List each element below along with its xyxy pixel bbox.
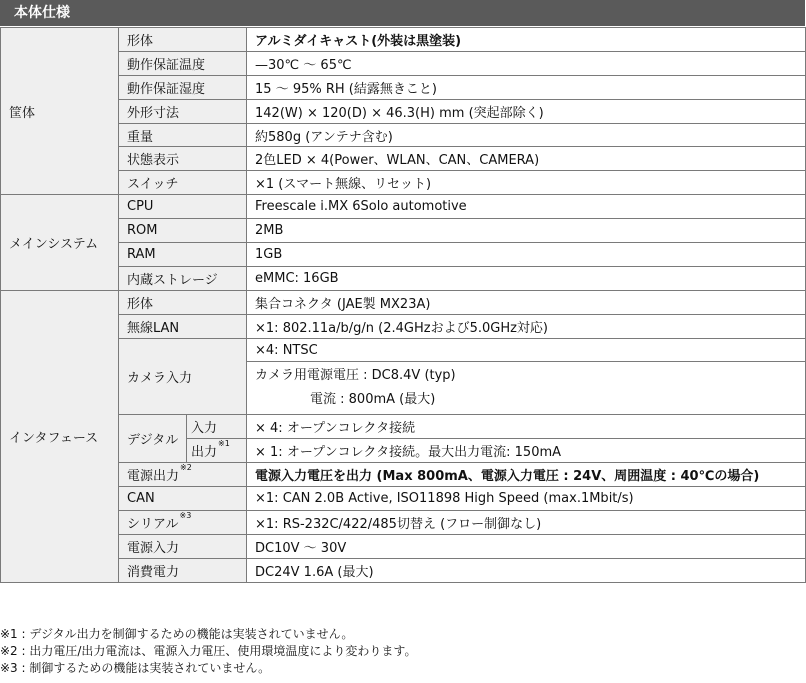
table-row xyxy=(1,28,806,52)
table-row xyxy=(1,463,806,487)
table-row xyxy=(1,487,806,511)
row-label: CPU xyxy=(119,195,247,219)
row-label: ROM xyxy=(119,219,247,243)
footnote-1: ※1 : デジタル出力を制御するための機能は実装されていません。 xyxy=(0,627,354,641)
footnote-marker: ※3 xyxy=(179,510,192,520)
row-value: 15 ～ 95% RH (結露無きこと) xyxy=(247,75,806,99)
row-label: カメラ入力 xyxy=(119,338,247,415)
row-value: アルミダイキャスト(外装は黒塗装) xyxy=(247,28,806,52)
footnote-2: ※2 : 出力電圧/出力電流は、電源入力電圧、使用環境温度により変わります。 xyxy=(0,644,417,658)
row-label: デジタル xyxy=(119,415,187,463)
row-label: スイッチ xyxy=(119,171,247,195)
row-value: ×1 (スマート無線、リセット) xyxy=(247,171,806,195)
row-value: Freescale i.MX 6Solo automotive xyxy=(247,195,806,219)
footnotes xyxy=(0,626,416,677)
row-value: DC24V 1.6A (最大) xyxy=(247,558,806,582)
row-value: 2MB xyxy=(247,219,806,243)
row-value: 142(W) × 120(D) × 46.3(H) mm (突起部除く) xyxy=(247,99,806,123)
table-row xyxy=(1,338,806,362)
group-main-system: メインシステム xyxy=(1,195,119,291)
row-label-text: シリアル xyxy=(127,516,179,532)
row-value: ×1: CAN 2.0B Active, ISO11898 High Speed (max.1Mbit/s) xyxy=(247,487,806,511)
group-housing: 筐体 xyxy=(1,28,119,195)
table-row xyxy=(1,534,806,558)
sub-label: 入力 xyxy=(187,415,247,439)
row-value: eMMC: 16GB xyxy=(247,266,806,290)
row-label: 消費電力 xyxy=(119,558,247,582)
table-row xyxy=(1,266,806,290)
row-label xyxy=(119,463,247,487)
row-value: 1GB xyxy=(247,243,806,267)
sub-label xyxy=(187,439,247,463)
table-row xyxy=(1,314,806,338)
table-row xyxy=(1,99,806,123)
row-label-text: 電源出力 xyxy=(127,469,180,485)
row-value-multiline xyxy=(247,362,806,415)
table-row xyxy=(1,558,806,582)
spec-table xyxy=(0,27,806,583)
row-label: 形体 xyxy=(119,290,247,314)
row-value: ×1: RS-232C/422/485切替え (フロー制御なし) xyxy=(247,511,806,535)
table-row xyxy=(1,51,806,75)
table-row xyxy=(1,123,806,147)
row-label xyxy=(119,511,247,535)
row-label: RAM xyxy=(119,243,247,267)
row-value: × 1: オープンコレクタ接続。最大出力電流: 150mA xyxy=(247,439,806,463)
row-label: 外形寸法 xyxy=(119,99,247,123)
row-value: ×1: 802.11a/b/g/n (2.4GHzおよび5.0GHz対応) xyxy=(247,314,806,338)
row-value: ×4: NTSC xyxy=(247,338,806,362)
row-value: × 4: オープンコレクタ接続 xyxy=(247,415,806,439)
table-row xyxy=(1,243,806,267)
row-value: DC10V ～ 30V xyxy=(247,534,806,558)
table-row xyxy=(1,75,806,99)
group-interface: インタフェース xyxy=(1,290,119,582)
section-title: 本体仕様 xyxy=(0,0,805,26)
table-row xyxy=(1,415,806,439)
row-label: 動作保証温度 xyxy=(119,51,247,75)
row-label: 無線LAN xyxy=(119,314,247,338)
row-label: 動作保証湿度 xyxy=(119,75,247,99)
row-label: 重量 xyxy=(119,123,247,147)
row-value: 電源入力電圧を出力 (Max 800mA、電源入力電圧 : 24V、周囲温度 : 40℃の場合) xyxy=(247,463,806,487)
row-label: 電源入力 xyxy=(119,534,247,558)
footnote-3: ※3 : 制御するための機能は実装されていません。 xyxy=(0,661,271,675)
table-row xyxy=(1,511,806,535)
row-label: 内蔵ストレージ xyxy=(119,266,247,290)
table-row xyxy=(1,171,806,195)
table-row xyxy=(1,219,806,243)
table-row xyxy=(1,195,806,219)
table-row xyxy=(1,290,806,314)
camera-current: 電流 : 800mA (最大) xyxy=(310,392,436,408)
row-value: 2色LED × 4(Power、WLAN、CAN、CAMERA) xyxy=(247,147,806,171)
footnote-marker: ※2 xyxy=(180,463,192,473)
row-value: 集合コネクタ (JAE製 MX23A) xyxy=(247,290,806,314)
row-label: 状態表示 xyxy=(119,147,247,171)
footnote-marker: ※1 xyxy=(218,439,230,449)
row-value: 約580g (アンテナ含む) xyxy=(247,123,806,147)
camera-voltage: カメラ用電源電圧 : DC8.4V (typ) xyxy=(255,368,456,384)
row-label: CAN xyxy=(119,487,247,511)
table-row xyxy=(1,147,806,171)
row-value: —30℃ ～ 65℃ xyxy=(247,51,806,75)
sub-label-text: 出力 xyxy=(191,445,218,461)
row-label: 形体 xyxy=(119,28,247,52)
